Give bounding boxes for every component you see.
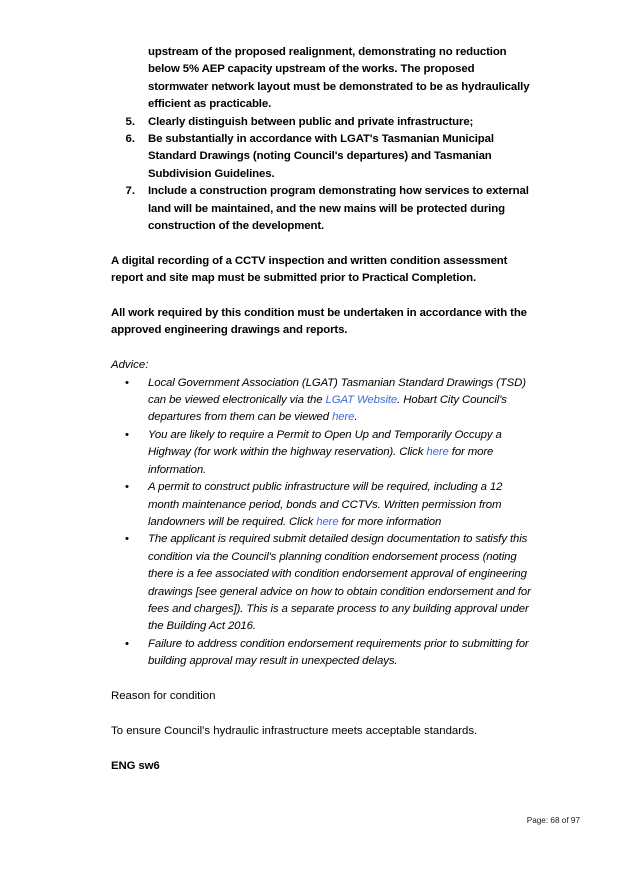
- bullet-icon: •: [125, 637, 129, 650]
- text-run: can be viewed electronically via the: [148, 394, 326, 407]
- paragraph-spacer: [111, 705, 579, 722]
- text-line: land will be maintained, and the new mains will be protected during: [148, 202, 505, 215]
- text-run: information.: [148, 463, 207, 476]
- list-item-text: [148, 375, 579, 427]
- list-item-marker: 5.: [125, 115, 135, 128]
- text-line: report and site map must be submitted prior to Practical Completion.: [111, 272, 477, 285]
- document-content: [111, 44, 579, 775]
- text-line: [148, 444, 579, 461]
- list-item: [111, 114, 579, 131]
- text-line: approved engineering drawings and reports.: [111, 324, 348, 337]
- text-line: [148, 392, 579, 409]
- advice-heading: Advice:: [111, 359, 149, 372]
- list-item: [111, 375, 579, 427]
- bullet-icon: •: [125, 376, 129, 389]
- text-line: [148, 566, 579, 583]
- text-line: [148, 409, 579, 426]
- paragraph-spacer: [111, 671, 579, 688]
- text-line: [148, 636, 579, 653]
- hyperlink[interactable]: here: [332, 411, 355, 424]
- text-run: .: [354, 411, 358, 424]
- text-run: for more: [448, 446, 494, 459]
- text-line: [148, 462, 579, 479]
- text-run: drawings [see general advice on how to obtain condition endorsement and for: [148, 585, 531, 598]
- list-item: [111, 636, 579, 671]
- page-number-label: Page: 68 of 97: [526, 816, 580, 825]
- list-item: [111, 479, 579, 531]
- text-run: A permit to construct public infrastructure will be required, including a 12: [148, 481, 503, 494]
- list-item-text: [148, 479, 579, 531]
- text-run: The applicant is required submit detailed design documentation to satisfy this: [148, 533, 528, 546]
- hyperlink[interactable]: LGAT Website: [325, 394, 398, 407]
- cctv-paragraph: [111, 253, 579, 288]
- list-item-text: [148, 131, 579, 183]
- list-item-text: [148, 114, 579, 131]
- list-item-text: [148, 636, 579, 671]
- bullet-icon: •: [125, 533, 129, 546]
- text-run: for more information: [338, 515, 442, 528]
- list-item: [111, 531, 579, 635]
- list-item-marker: 7.: [125, 185, 135, 198]
- paragraph-spacer: [111, 235, 579, 252]
- text-line: [148, 584, 579, 601]
- condition-code: [111, 758, 579, 775]
- list-item-text: [148, 531, 579, 635]
- continued-condition-block: [148, 44, 579, 114]
- text-run: . Hobart City Council's: [397, 394, 507, 407]
- text-line: [148, 427, 579, 444]
- paragraph-spacer: [111, 740, 579, 757]
- text-line: All work required by this condition must be undertaken in accordance with the: [111, 307, 527, 320]
- text-line: [148, 375, 579, 392]
- numbered-conditions-list: [111, 114, 579, 236]
- reason-text: To ensure Council's hydraulic infrastructure meets acceptable standards.: [111, 724, 478, 737]
- text-line: [148, 618, 579, 635]
- text-line: [148, 549, 579, 566]
- text-line: [148, 531, 579, 548]
- text-run: landowners will be required. Click: [148, 515, 317, 528]
- all-work-paragraph: [111, 305, 579, 340]
- text-line: Clearly distinguish between public and private infrastructure;: [148, 115, 474, 128]
- text-line: A digital recording of a CCTV inspection and written condition assessment: [111, 254, 508, 267]
- paragraph-spacer: [111, 340, 579, 357]
- bullet-icon: •: [125, 481, 129, 494]
- text-run: Local Government Association (LGAT) Tasmanian Standard Drawings (TSD): [148, 376, 526, 389]
- text-line: Subdivision Guidelines.: [148, 167, 275, 180]
- text-line: Be substantially in accordance with LGAT's Tasmanian Municipal: [148, 133, 494, 146]
- list-item: [111, 427, 579, 479]
- continued-condition-line: upstream of the proposed realignment, demonstrating no reduction: [148, 46, 507, 58]
- text-line: construction of the development.: [148, 220, 325, 233]
- text-line: [148, 601, 579, 618]
- list-item: [111, 131, 579, 183]
- text-run: Failure to address condition endorsement requirements prior to submitting for: [148, 637, 529, 650]
- hyperlink[interactable]: here: [316, 515, 339, 528]
- text-line: [148, 514, 579, 531]
- text-line: [148, 497, 579, 514]
- continued-condition-line: stormwater network layout must be demonstrated to be as hydraulically: [148, 80, 530, 93]
- list-item: [111, 183, 579, 235]
- text-line: [148, 653, 579, 670]
- bullet-icon: •: [125, 428, 129, 441]
- paragraph-spacer: [111, 288, 579, 305]
- continued-condition-line: below 5% AEP capacity upstream of the works. The proposed: [148, 63, 475, 76]
- list-item-text: [148, 427, 579, 479]
- text-line: [148, 479, 579, 496]
- list-item-marker: 6.: [125, 133, 135, 146]
- text-run: You are likely to require a Permit to Open Up and Temporarily Occupy a: [148, 428, 502, 441]
- text-run: departures from them can be viewed: [148, 411, 333, 424]
- text-run: there is a fee associated with condition endorsement approval of engineering: [148, 568, 527, 581]
- text-run: Highway (for work within the highway reservation). Click: [148, 446, 427, 459]
- text-run: condition via the Council's planning condition endorsement process (noting: [148, 550, 517, 563]
- continued-condition-line: efficient as practicable.: [148, 98, 272, 111]
- reason-heading: Reason for condition: [111, 689, 216, 702]
- text-run: fees and charges]). This is a separate process to any building approval under: [148, 602, 529, 615]
- page-footer: [0, 815, 622, 827]
- text-run: the Building Act 2016.: [148, 620, 256, 633]
- text-line: ENG sw6: [111, 759, 160, 772]
- text-line: Standard Drawings (noting Council's departures) and Tasmanian: [148, 150, 492, 163]
- text-run: building approval may result in unexpected delays.: [148, 655, 398, 668]
- text-run: month maintenance period, bonds and CCTVs. Written permission from: [148, 498, 502, 511]
- advice-bullet-list: [111, 375, 579, 671]
- list-item-text: [148, 183, 579, 235]
- text-line: Include a construction program demonstrating how services to external: [148, 185, 529, 198]
- hyperlink[interactable]: here: [426, 446, 449, 459]
